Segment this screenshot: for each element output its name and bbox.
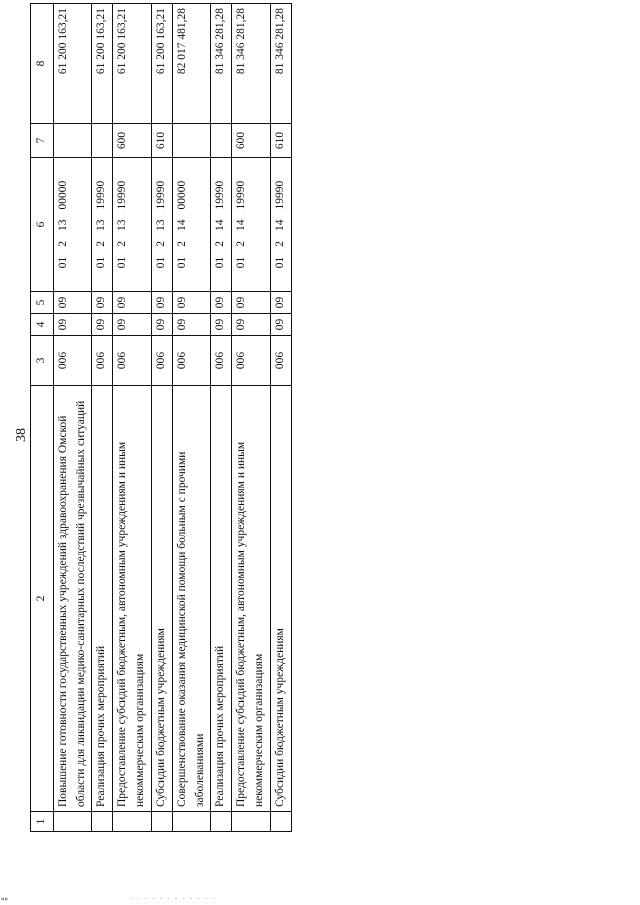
table-row <box>151 4 172 832</box>
cell-pr: 09 <box>92 292 113 314</box>
cell-pr: 09 <box>232 292 271 314</box>
cell-pr: 09 <box>151 292 172 314</box>
cell-rz: 09 <box>113 314 152 336</box>
cell-sum: 61 200 163,21 <box>92 4 113 124</box>
cs-part: 19990 <box>154 180 167 210</box>
cell-rz: 09 <box>151 314 172 336</box>
header-col-5: 5 <box>31 292 54 314</box>
cs-part: 01 <box>154 256 167 269</box>
cell-grbs: 006 <box>151 336 172 386</box>
cell-sum: 61 200 163,21 <box>53 4 92 124</box>
table-row <box>92 4 113 832</box>
header-col-7: 7 <box>31 124 54 158</box>
cs-part: 01 <box>214 256 227 269</box>
cs-part: 00000 <box>175 180 188 210</box>
table-row <box>53 4 92 832</box>
cell-sum: 81 346 281,28 <box>211 4 232 124</box>
cs-part: 13 <box>154 219 167 231</box>
cs-part: 2 <box>116 241 129 247</box>
cell-col-1 <box>232 812 271 832</box>
cell-rz: 09 <box>53 314 92 336</box>
cell-pr: 09 <box>270 292 291 314</box>
cs-part: 2 <box>235 241 248 247</box>
cell-name: Субсидии бюджетным учреждениям <box>270 386 291 812</box>
header-col-3: 3 <box>31 336 54 386</box>
cs-part: 19990 <box>214 180 227 210</box>
cs-part: 2 <box>95 241 108 247</box>
cell-col-1 <box>211 812 232 832</box>
cell-cs <box>211 158 232 292</box>
cs-part: 19990 <box>116 180 129 210</box>
cs-part: 2 <box>56 241 69 247</box>
cs-part: 19990 <box>235 180 248 210</box>
cell-rz: 09 <box>172 314 211 336</box>
cs-part: 19990 <box>95 180 108 210</box>
cs-part: 2 <box>214 241 227 247</box>
cs-part: 14 <box>214 219 227 231</box>
header-col-8: 8 <box>31 4 54 124</box>
cell-name: Реализация прочих мероприятий <box>92 386 113 812</box>
header-col-4: 4 <box>31 314 54 336</box>
cell-grbs: 006 <box>270 336 291 386</box>
cell-cs <box>270 158 291 292</box>
corner-mark: «» <box>1 895 8 903</box>
cell-name: Предоставление субсидий бюджетным, автономным учреждениям и иным некоммерческим организациям <box>113 386 152 812</box>
scan-artifact: - - - - - - - - - - - - <box>130 896 217 902</box>
cell-name: Совершенствование оказания медицинской помощи больным с прочими заболеваниями <box>172 386 211 812</box>
cell-grbs: 006 <box>113 336 152 386</box>
table-row <box>211 4 232 832</box>
cell-pr: 09 <box>53 292 92 314</box>
cell-col-1 <box>151 812 172 832</box>
cell-pr: 09 <box>113 292 152 314</box>
header-col-2: 2 <box>31 386 54 812</box>
cs-part: 00000 <box>56 180 69 210</box>
budget-table <box>30 3 292 832</box>
cell-sum: 81 346 281,28 <box>270 4 291 124</box>
cell-grbs: 006 <box>211 336 232 386</box>
cell-rz: 09 <box>232 314 271 336</box>
cell-col-1 <box>113 812 152 832</box>
cell-vr: 610 <box>151 124 172 158</box>
table-header-row <box>31 4 54 832</box>
cs-part: 01 <box>116 256 129 269</box>
cell-sum: 81 346 281,28 <box>232 4 271 124</box>
cell-vr: 600 <box>232 124 271 158</box>
cell-col-1 <box>270 812 291 832</box>
cell-sum: 82 017 481,28 <box>172 4 211 124</box>
cs-part: 14 <box>175 219 188 231</box>
cs-part: 2 <box>154 241 167 247</box>
page-number: 38 <box>14 428 29 442</box>
cell-grbs: 006 <box>53 336 92 386</box>
cell-rz: 09 <box>92 314 113 336</box>
cell-sum: 61 200 163,21 <box>113 4 152 124</box>
cs-part: 2 <box>175 241 188 247</box>
cell-sum: 61 200 163,21 <box>151 4 172 124</box>
cs-part: 01 <box>175 256 188 269</box>
table-row <box>113 4 152 832</box>
table-row <box>172 4 211 832</box>
cell-name: Предоставление субсидий бюджетным, автономным учреждениям и иным некоммерческим организациям <box>232 386 271 812</box>
cell-cs <box>92 158 113 292</box>
cell-pr: 09 <box>172 292 211 314</box>
table-row <box>270 4 291 832</box>
cell-cs <box>53 158 92 292</box>
header-col-1: 1 <box>31 812 54 832</box>
cell-vr: 600 <box>113 124 152 158</box>
cs-part: 13 <box>56 219 69 231</box>
cell-col-1 <box>53 812 92 832</box>
cell-vr <box>53 124 92 158</box>
cs-part: 14 <box>235 219 248 231</box>
cell-vr <box>211 124 232 158</box>
cell-cs <box>232 158 271 292</box>
cell-cs <box>172 158 211 292</box>
table-row <box>232 4 271 832</box>
cell-name: Субсидии бюджетным учреждениям <box>151 386 172 812</box>
header-col-6: 6 <box>31 158 54 292</box>
cell-rz: 09 <box>211 314 232 336</box>
cell-pr: 09 <box>211 292 232 314</box>
cell-rz: 09 <box>270 314 291 336</box>
cs-part: 13 <box>95 219 108 231</box>
cell-cs <box>151 158 172 292</box>
cs-part: 01 <box>273 256 286 269</box>
cs-part: 01 <box>95 256 108 269</box>
cs-part: 2 <box>273 241 286 247</box>
cs-part: 13 <box>116 219 129 231</box>
cell-name: Повышение готовности государственных учреждений здравоохранения Омской области для ликвидации медико-санитарных последствий чрезвычайных ситуаций <box>53 386 92 812</box>
cell-cs <box>113 158 152 292</box>
cell-name: Реализация прочих мероприятий <box>211 386 232 812</box>
cell-grbs: 006 <box>232 336 271 386</box>
cell-vr <box>92 124 113 158</box>
cell-grbs: 006 <box>92 336 113 386</box>
cs-part: 14 <box>273 219 286 231</box>
cs-part: 19990 <box>273 180 286 210</box>
cell-vr: 610 <box>270 124 291 158</box>
cs-part: 01 <box>56 256 69 269</box>
cell-col-1 <box>172 812 211 832</box>
cell-col-1 <box>92 812 113 832</box>
cell-vr <box>172 124 211 158</box>
cs-part: 01 <box>235 256 248 269</box>
cell-grbs: 006 <box>172 336 211 386</box>
